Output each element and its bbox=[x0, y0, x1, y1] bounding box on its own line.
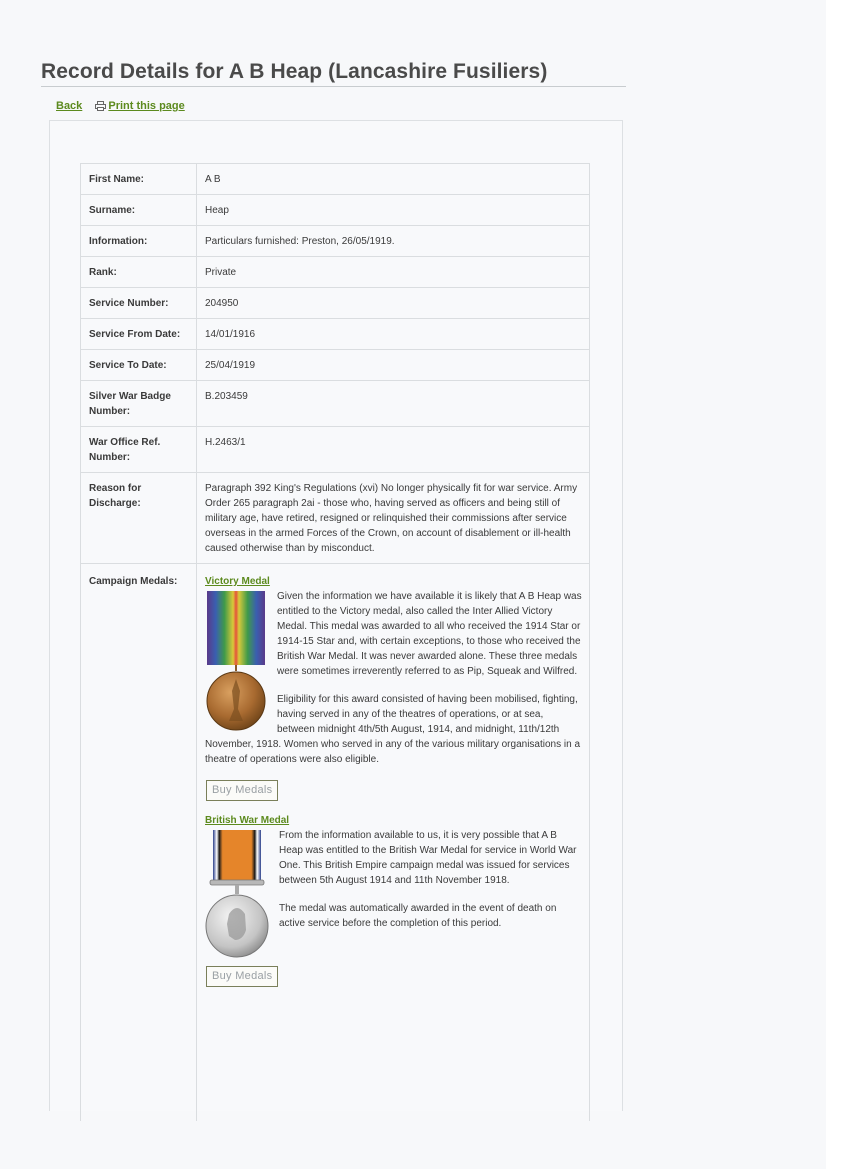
field-value: Paragraph 392 King's Regulations (xvi) No longer physically fit for war service. Army Order 265 paragraph 2ai - those who, having served as officers and being still of military age, have retired, resigned or relinquished their commissions after service overseas in the armed Forces of the Crown, on account of disablement or ill-health caused otherwise than by misconduct. bbox=[197, 473, 590, 564]
table-row bbox=[81, 381, 590, 427]
british-war-medal-image bbox=[205, 830, 271, 962]
buy-medals-button[interactable]: Buy Medals bbox=[206, 780, 278, 801]
table-row bbox=[81, 288, 590, 319]
field-label: Rank: bbox=[81, 257, 197, 288]
record-table bbox=[80, 163, 590, 1121]
print-link-wrapper[interactable] bbox=[95, 100, 184, 112]
medal-description bbox=[205, 589, 582, 780]
field-label: Information: bbox=[81, 226, 197, 257]
field-value: 25/04/1919 bbox=[197, 350, 590, 381]
table-row bbox=[81, 164, 590, 195]
buy-medals-button[interactable]: Buy Medals bbox=[206, 966, 278, 987]
medal-paragraph: The medal was automatically awarded in the event of death on active service before the completion of this period. bbox=[279, 903, 557, 929]
victory-medal-image bbox=[205, 591, 269, 733]
field-value: 14/01/1916 bbox=[197, 319, 590, 350]
title-divider bbox=[41, 86, 626, 87]
table-row bbox=[81, 319, 590, 350]
field-label: Service From Date: bbox=[81, 319, 197, 350]
table-row bbox=[81, 473, 590, 564]
field-label: Silver War Badge Number: bbox=[81, 381, 197, 427]
field-label: Service To Date: bbox=[81, 350, 197, 381]
back-link[interactable]: Back bbox=[56, 100, 83, 112]
field-label: Campaign Medals: bbox=[81, 564, 197, 1122]
medal-entry-british-war bbox=[205, 813, 582, 995]
table-row bbox=[81, 350, 590, 381]
field-value: Private bbox=[197, 257, 590, 288]
field-label: War Office Ref. Number: bbox=[81, 427, 197, 473]
field-value: Heap bbox=[197, 195, 590, 226]
print-page-link[interactable]: Print this page bbox=[108, 100, 185, 112]
table-row bbox=[81, 226, 590, 257]
table-row bbox=[81, 195, 590, 226]
victory-medal-link[interactable]: Victory Medal bbox=[205, 576, 270, 587]
field-value: Particulars furnished: Preston, 26/05/1919. bbox=[197, 226, 590, 257]
medal-entry-victory bbox=[205, 574, 582, 809]
medal-paragraph: From the information available to us, it is very possible that A B Heap was entitled to the British War Medal for service in World War One. This British Empire campaign medal was issued for services between 5th August 1914 and 11th November 1918. bbox=[279, 830, 577, 886]
medal-paragraph: Eligibility for this award consisted of having been mobilised, fighting, having served in any of the theatres of operations, or at sea, between midnight 4th/5th August, 1914, and midnight, 11th/12th November, 1918. Women who served in any of the various military organisations in a theatre of operations were also eligible. bbox=[205, 694, 581, 765]
table-row bbox=[81, 257, 590, 288]
page-edge bbox=[826, 0, 850, 1169]
field-label: First Name: bbox=[81, 164, 197, 195]
printer-icon bbox=[95, 101, 106, 111]
page-title: Record Details for A B Heap (Lancashire Fusiliers) bbox=[41, 60, 548, 83]
british-war-medal-link[interactable]: British War Medal bbox=[205, 815, 290, 826]
medal-paragraph: Given the information we have available it is likely that A B Heap was entitled to the Victory medal, also called the Inter Allied Victory Medal. This medal was awarded to all who received the 1914 Star or 1914-15 Star and, with certain exceptions, to those who received the British War Medal. It was never awarded alone. These three medals were sometimes irreverently referred to as Pip, Squeak and Wilfred. bbox=[277, 591, 582, 677]
field-value: H.2463/1 bbox=[197, 427, 590, 473]
field-value: A B bbox=[197, 164, 590, 195]
medal-description bbox=[205, 828, 582, 966]
medals-cell bbox=[197, 564, 590, 1122]
field-label: Service Number: bbox=[81, 288, 197, 319]
field-value: 204950 bbox=[197, 288, 590, 319]
field-value: B.203459 bbox=[197, 381, 590, 427]
table-row bbox=[81, 427, 590, 473]
field-label: Surname: bbox=[81, 195, 197, 226]
field-label: Reason for Discharge: bbox=[81, 473, 197, 564]
table-row-medals bbox=[81, 564, 590, 1122]
page-actions bbox=[56, 100, 185, 112]
